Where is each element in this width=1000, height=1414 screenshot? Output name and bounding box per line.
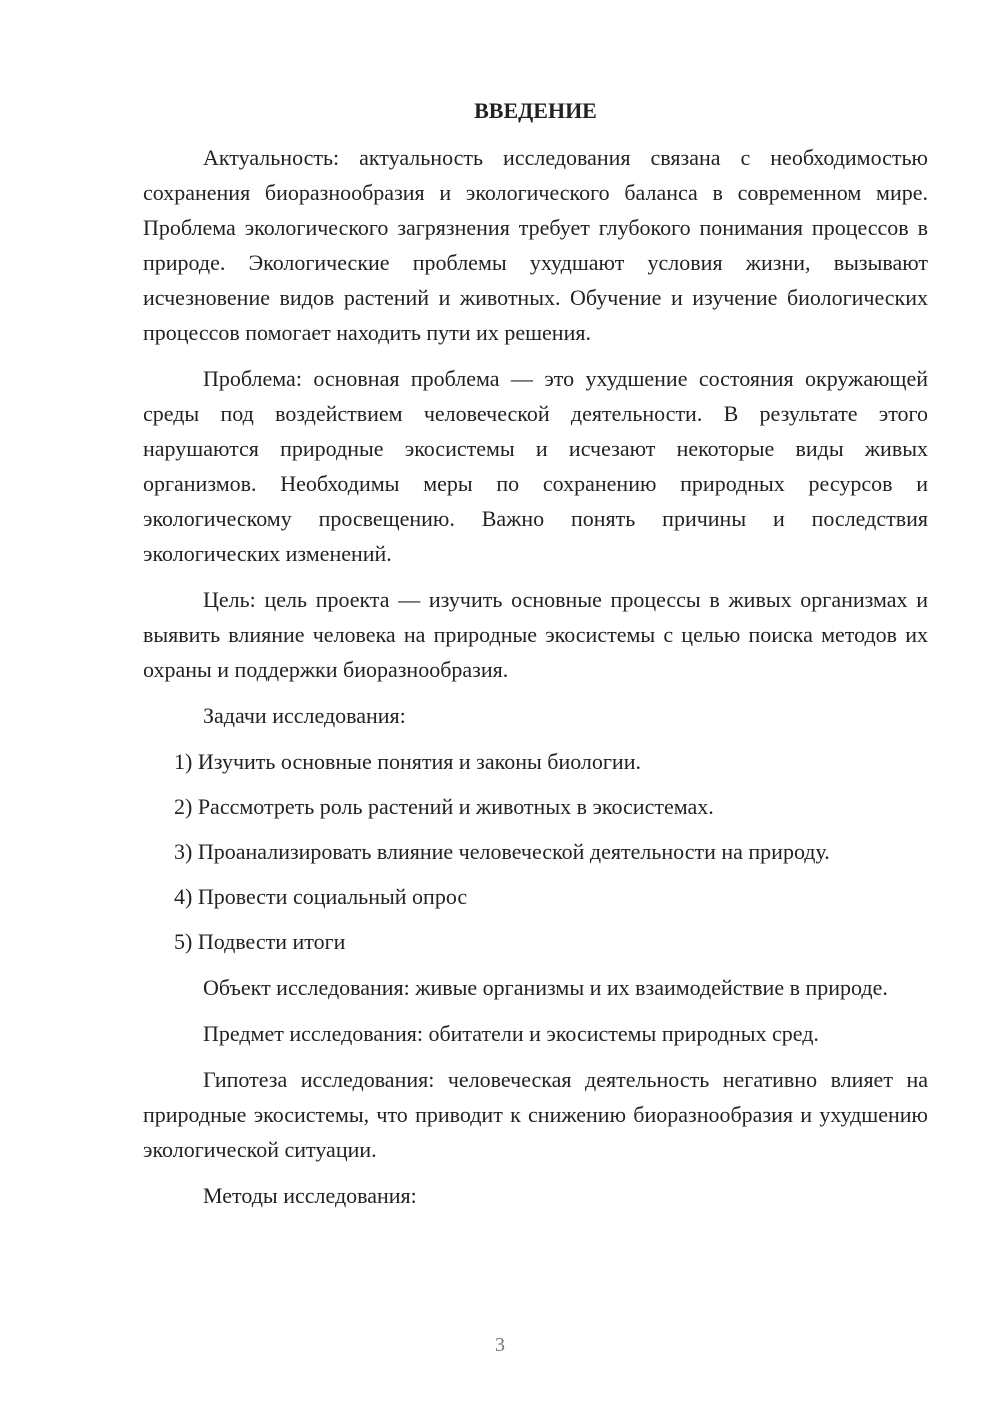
paragraph-problem: Проблема: основная проблема — это ухудшение состояния окружающей среды под воздействием человеческой деятельности. В результате этого нарушаются природные экосистемы и исчезают некоторые виды живых организмов. Необходимы меры по сохранению природных ресурсов и экологическому просвещению. Важно понять причины и последствия экологических изменений. — [143, 366, 928, 566]
task-item: 2) Рассмотреть роль растений и животных в экосистемах. — [174, 794, 714, 819]
paragraph-goal: Цель: цель проекта — изучить основные процессы в живых организмах и выявить влияние человека на природные экосистемы с целью поиска методов их охраны и поддержки биоразнообразия. — [143, 587, 928, 682]
page-number: 3 — [495, 1334, 505, 1356]
tasks-heading: Задачи исследования: — [203, 703, 406, 728]
paragraph-hypothesis: Гипотеза исследования: человеческая деятельность негативно влияет на природные экосистемы, что приводит к снижению биоразнообразия и ухудшению экологической ситуации. — [143, 1067, 928, 1162]
tasks-list — [143, 744, 928, 959]
task-item: 5) Подвести итоги — [174, 929, 346, 954]
methods-heading: Методы исследования: — [203, 1183, 417, 1208]
document-title: ВВЕДЕНИЕ — [474, 98, 597, 123]
paragraph-subject: Предмет исследования: обитатели и экосистемы природных сред. — [203, 1021, 819, 1046]
paragraph-object: Объект исследования: живые организмы и их взаимодействие в природе. — [203, 975, 888, 1000]
task-item: 4) Провести социальный опрос — [174, 884, 468, 909]
task-item: 3) Проанализировать влияние человеческой деятельности на природу. — [174, 839, 830, 864]
task-item: 1) Изучить основные понятия и законы биологии. — [174, 749, 641, 774]
paragraph-relevance: Актуальность: актуальность исследования связана с необходимостью сохранения биоразнообразия и экологического баланса в современном мире. Проблема экологического загрязнения требует глубокого понимания процессов в природе. Экологические проблемы ухудшают условия жизни, вызывают исчезновение видов растений и животных. Обучение и изучение биологических процессов помогает находить пути их решения. — [143, 145, 928, 345]
document-page — [143, 96, 928, 1224]
